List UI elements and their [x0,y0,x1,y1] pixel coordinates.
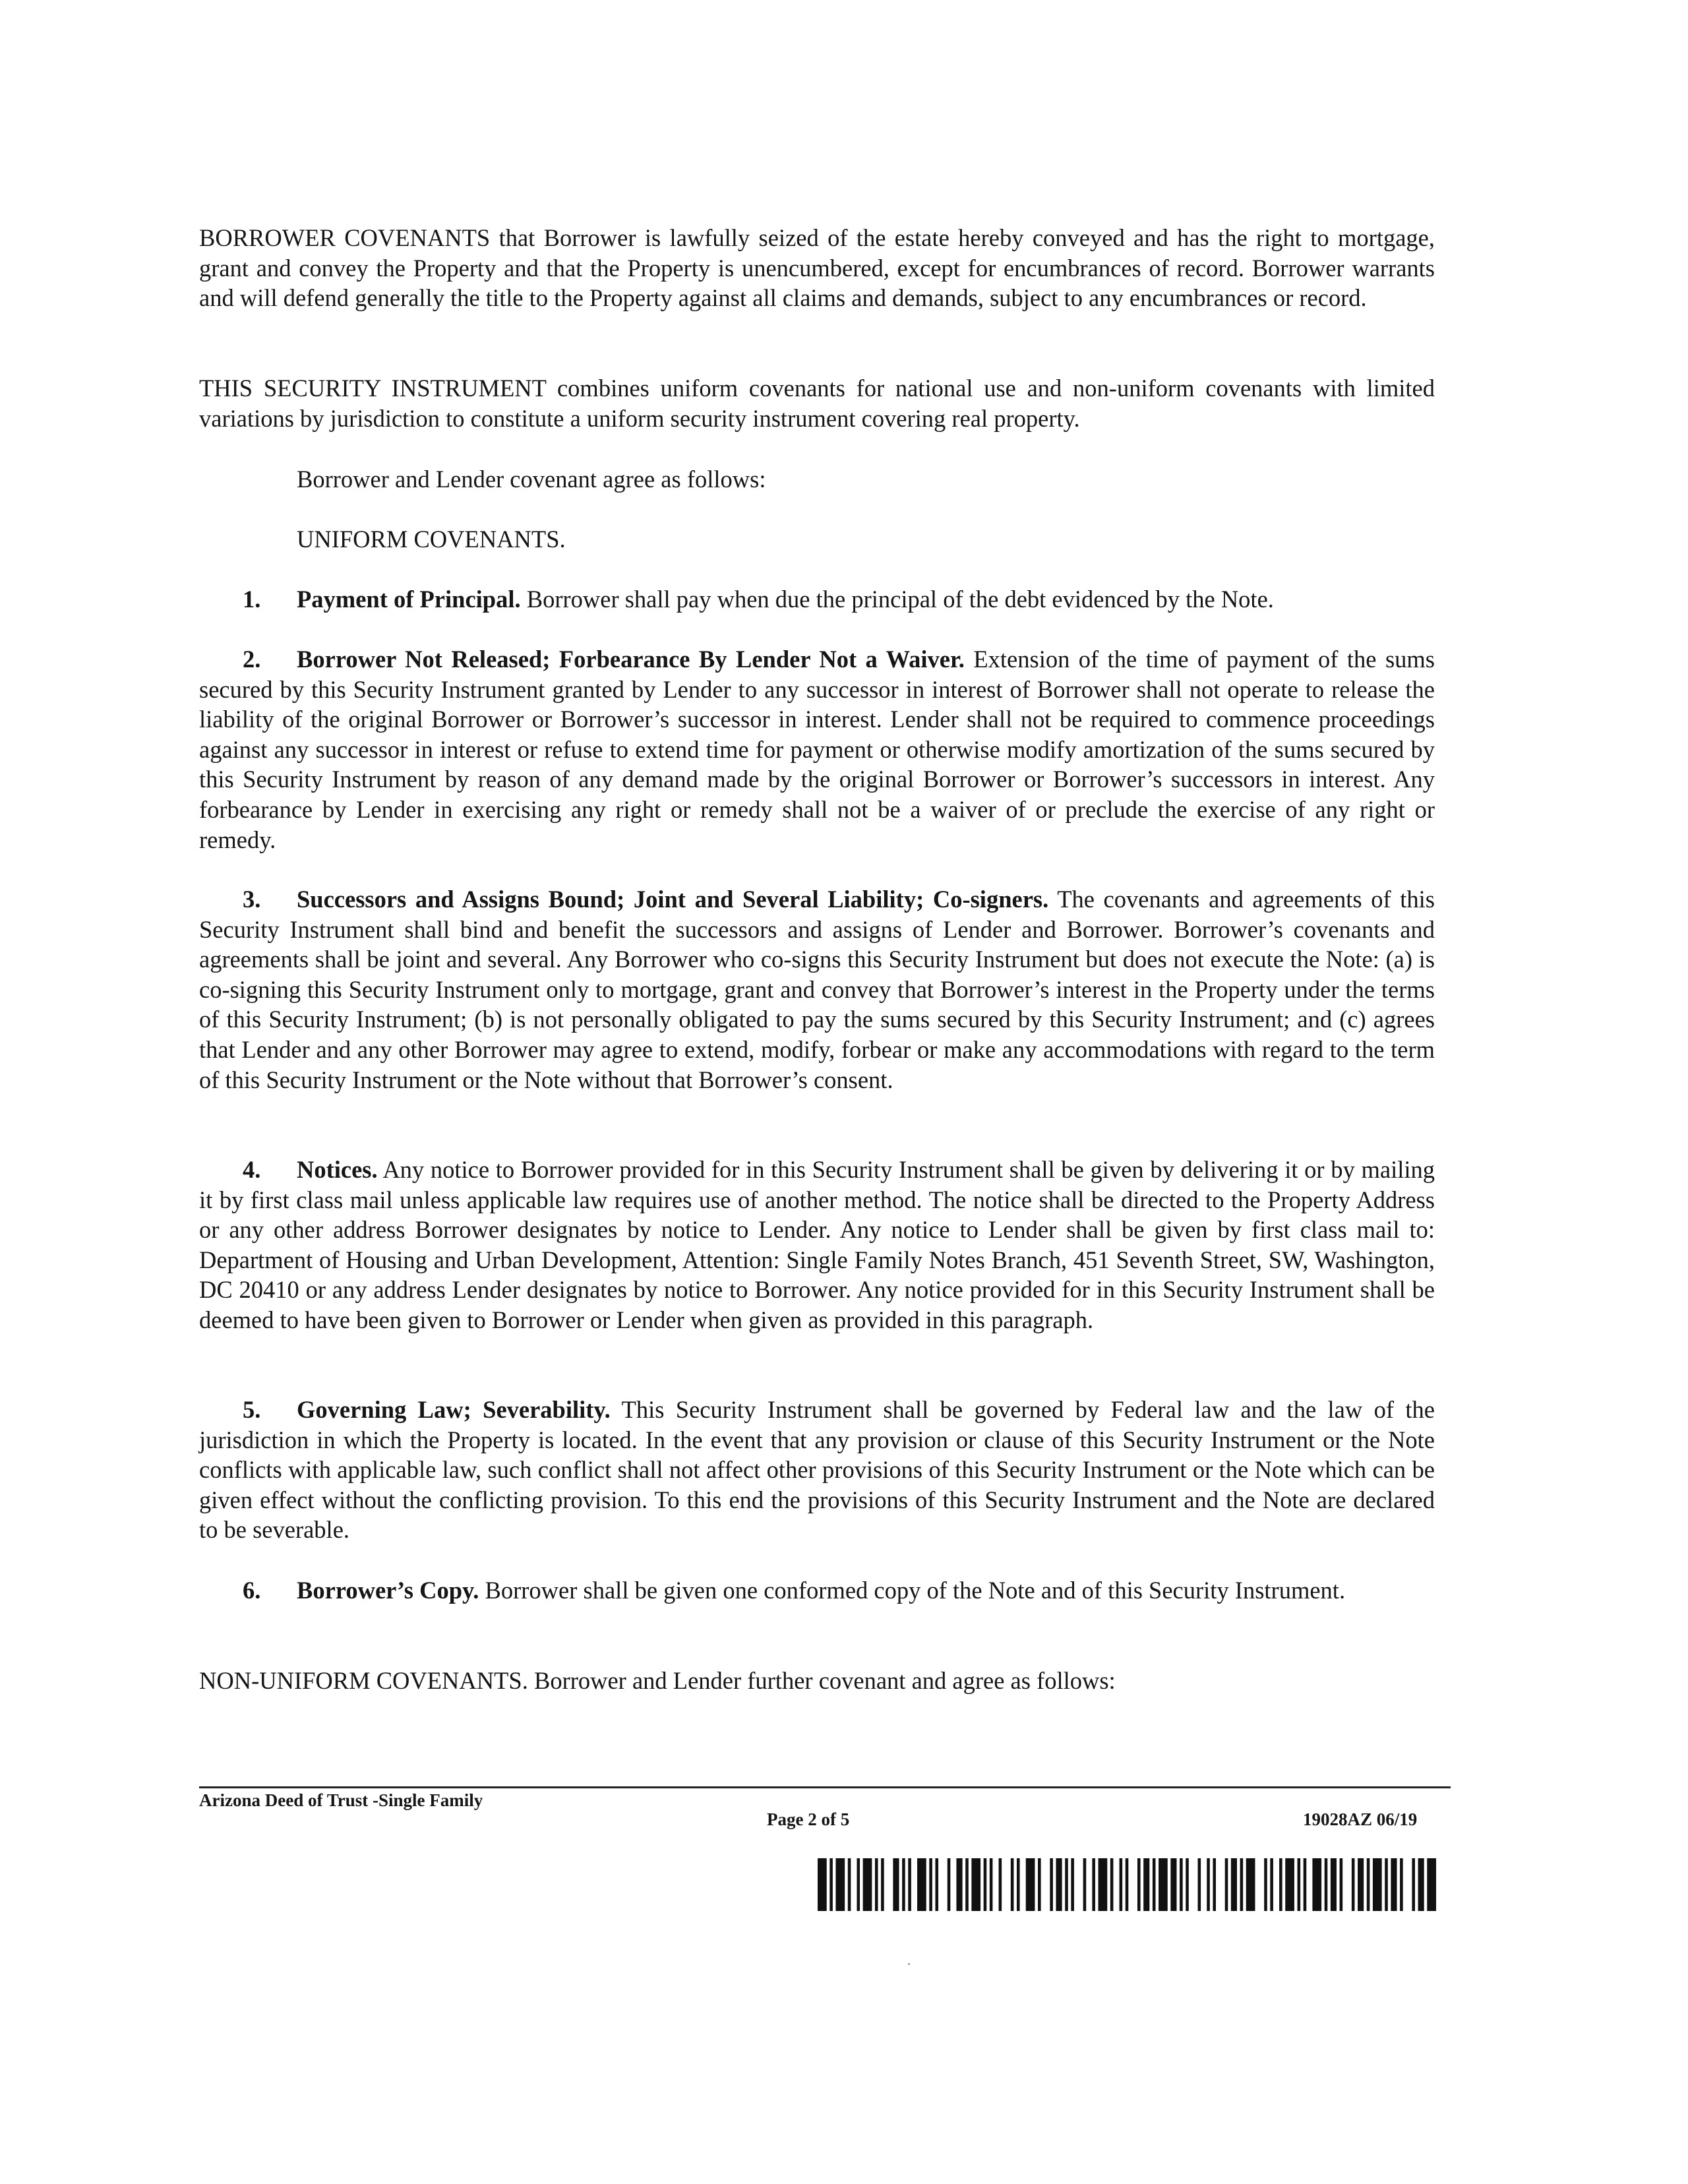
barcode-bar [818,1858,827,1911]
barcode-bar [1304,1858,1307,1911]
barcode-bar [1358,1858,1364,1911]
barcode-bar [984,1858,987,1911]
barcode-bar [1427,1858,1436,1911]
barcode-bar [1264,1858,1267,1911]
barcode-bar [990,1858,993,1911]
footer-divider [199,1786,1451,1788]
section-heading: Governing Law; Severability. [297,1396,611,1423]
section-number: 3. [243,886,261,913]
barcode-bar [971,1858,980,1911]
barcode-bar [1137,1858,1141,1911]
heading-uniform-covenants: UNIFORM COVENANTS. [297,526,566,553]
section-heading: Successors and Assigns Bound; Joint and Several Liability; Co-signers. [297,886,1049,913]
barcode-bar [1038,1858,1041,1911]
section-number: 6. [243,1577,261,1604]
paragraph-borrower-covenants: BORROWER COVENANTS that Borrower is lawfully seized of the estate hereby conveyed and has the right to mortgage, grant and convey the Property and that the Property is unencumbered, except for encumbrances of record. Borrower warrants and will defend generally the title to the Property against all claims and demands, subject to any encumbrances or record. [199,224,1435,312]
barcode-bar [1143,1858,1149,1911]
barcode-bar [1050,1858,1053,1911]
barcode-bar [1186,1858,1189,1911]
section-number: 1. [243,586,261,613]
barcode-bar [1110,1858,1114,1911]
barcode-bar [1279,1858,1282,1911]
barcode-bar [1246,1858,1255,1911]
paragraph-security-instrument: THIS SECURITY INSTRUMENT combines uniform covenants for national use and non-uniform covenants with limited variations by jurisdiction to constitute a uniform security instrument covering real property. [199,375,1435,432]
barcode-bar [1331,1858,1337,1911]
barcode-bar [1071,1858,1074,1911]
section-3 [199,884,1435,1095]
section-number: 5. [243,1396,261,1423]
barcode-bar [1153,1858,1156,1911]
barcode-bar [1367,1858,1370,1911]
barcode-bar [902,1858,905,1911]
section-4 [199,1155,1435,1335]
paragraph-agree: Borrower and Lender covenant agree as follows: [297,466,766,493]
section-body: Extension of the time of payment of the sums secured by this Security Instrument granted by Lender to any successor in interest of Borrower shall not operate to release the liability of the original Borrower or Borrower’s successor in interest. Lender shall not be required to commence proceedings against any successor in interest or refuse to extend time for payment or otherwise modify amortization of the sums secured by this Security Instrument by reason of any demand made by the original Borrower or Borrower’s successors in interest. Any forbearance by Lender in exercising any right or remedy shall not be a waiver of or preclude the exercise of any right or remedy. [199,646,1435,853]
section-number: 4. [243,1156,261,1183]
section-heading: Borrower Not Released; Forbearance By Lender Not a Waiver. [297,646,965,673]
barcode-bar [1325,1858,1328,1911]
barcode-bar [1400,1858,1403,1911]
barcode-bar [965,1858,969,1911]
paragraph-non-uniform-covenants: NON-UNIFORM COVENANTS. Borrower and Lender further covenant and agree as follows: [199,1667,1116,1694]
barcode-bar [893,1858,899,1911]
section-heading: Borrower’s Copy. [297,1577,479,1604]
barcode-bar [1298,1858,1301,1911]
barcode-bar [1412,1858,1415,1911]
barcode-bar [1017,1858,1020,1911]
barcode-bar [1352,1858,1355,1911]
barcode-bar [1418,1858,1424,1911]
barcode-bar [1213,1858,1216,1911]
barcode-bar [929,1858,932,1911]
barcode-bar [1391,1858,1397,1911]
section-6 [199,1575,1435,1606]
barcode-bar [1099,1858,1108,1911]
barcode-bar [848,1858,851,1911]
barcode-bar [1011,1858,1014,1911]
barcode-bar [1126,1858,1129,1911]
barcode-bar [1373,1858,1382,1911]
barcode-bar [1170,1858,1176,1911]
footer-form-code: 19028AZ 06/19 [1303,1809,1418,1829]
section-2 [199,644,1435,855]
section-number: 2. [243,646,261,673]
barcode-bar [1270,1858,1273,1911]
section-body: Borrower shall pay when due the principal of the debt evidenced by the Note. [520,586,1274,613]
scan-speck [908,1963,910,1965]
barcode-bar [1285,1858,1294,1911]
barcode-bar [1340,1858,1343,1911]
barcode-bar [956,1858,962,1911]
section-5 [199,1395,1435,1545]
barcode-bar [1180,1858,1183,1911]
barcode-bar [1056,1858,1062,1911]
barcode-bar [835,1858,845,1911]
barcode-bar [1065,1858,1068,1911]
barcode-bar [881,1858,884,1911]
footer-page-number: Page 2 of 5 [767,1809,850,1829]
barcode-bar [1120,1858,1123,1911]
section-heading: Notices. [297,1156,378,1183]
section-body: Any notice to Borrower provided for in this Security Instrument shall be given by delivering it or by mailing it by first class mail unless applicable law requires use of another method. The notice shall be directed to the Property Address or any other address Borrower designates by notice to Lender. Any notice to Lender shall be given by first class mail to: Department of Housing and Urban Development, Attention: Single Family Notes Branch, 451 Seventh Street, SW, Washington, DC 20410 or any address Lender designates by notice to Borrower. Any notice provided for in this Security Instrument shall be deemed to have been given to Borrower or Lender when given as provided in this paragraph. [199,1156,1435,1333]
barcode-bar [999,1858,1002,1911]
barcode-bar [917,1858,926,1911]
barcode-bar [935,1858,938,1911]
barcode-bar [875,1858,878,1911]
barcode-bar [857,1858,860,1911]
barcode-bar [1240,1858,1244,1911]
barcode-bar [1385,1858,1388,1911]
section-body: The covenants and agreements of this Security Instrument shall bind and benefit the successors and assigns of Lender and Borrower. Borrower’s covenants and agreements shall be joint and several. Any Borrower who co-signs this Security Instrument but does not execute the Note: (a) is co-signing this Security Instrument only to mortgage, grant and convey that Borrower’s interest in the Property under the terms of this Security Instrument; (b) is not personally obligated to pay the sums secured by this Security Instrument; and (c) agrees that Lender and any other Borrower may agree to extend, modify, forbear or make any accommodations with regard to the term of this Security Instrument or the Note without that Borrower’s consent. [199,886,1435,1093]
barcode-bar [948,1858,951,1911]
section-heading: Payment of Principal. [297,586,521,613]
barcode-bar [1231,1858,1237,1911]
barcode-bar [863,1858,872,1911]
footer-form-title: Arizona Deed of Trust -Single Family [199,1790,483,1810]
barcode-bar [1207,1858,1210,1911]
barcode [818,1858,1436,1911]
barcode-bar [1198,1858,1201,1911]
barcode-bar [1026,1858,1035,1911]
barcode-bar [1083,1858,1087,1911]
section-1 [199,584,1435,615]
section-body: This Security Instrument shall be governed by Federal law and the law of the jurisdiction in which the Property is located. In the event that any provision or clause of this Security Instrument or the Note conflicts with applicable law, such conflict shall not affect other provisions of this Security Instrument or the Note which can be given effect without the conflicting provision. To this end the provisions of this Security Instrument and the Note are declared to be severable. [199,1396,1435,1544]
barcode-bar [829,1858,833,1911]
barcode-bar [1159,1858,1168,1911]
barcode-bar [1225,1858,1228,1911]
barcode-bar [908,1858,911,1911]
section-body: Borrower shall be given one conformed copy of the Note and of this Security Instrument. [479,1577,1346,1604]
barcode-bar [1312,1858,1321,1911]
barcode-bar [1092,1858,1095,1911]
